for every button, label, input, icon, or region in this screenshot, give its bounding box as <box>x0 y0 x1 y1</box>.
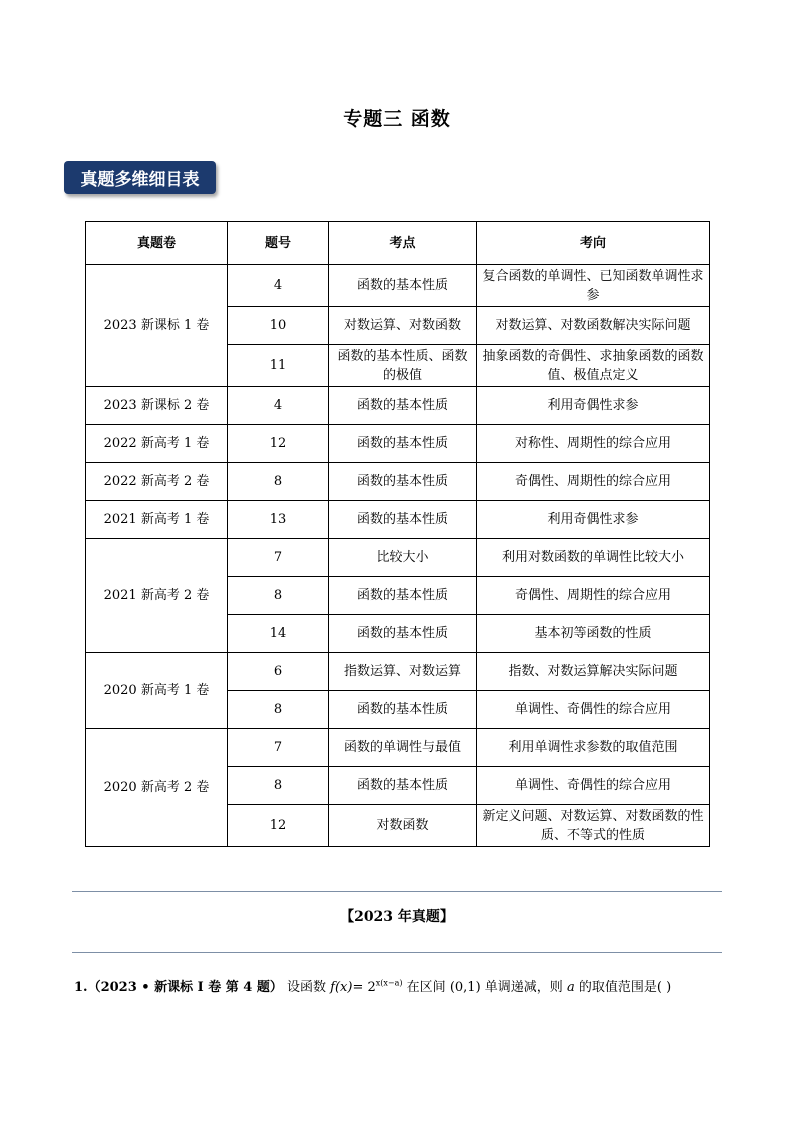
question-text: 的取值范围是( ) <box>578 980 672 995</box>
question-1 <box>74 976 671 995</box>
point-cell: 函数的基本性质 <box>329 615 477 653</box>
direction-cell: 利用奇偶性求参 <box>477 387 710 425</box>
question-text: 单调递减，则 <box>484 980 563 995</box>
direction-cell: 对数运算、对数函数解决实际问题 <box>477 307 710 345</box>
table-header-row <box>86 222 710 265</box>
direction-cell: 奇偶性、周期性的综合应用 <box>477 463 710 501</box>
table-row <box>86 425 710 463</box>
point-cell: 函数的基本性质 <box>329 425 477 463</box>
number-cell: 8 <box>228 691 329 729</box>
header-point: 考点 <box>329 222 477 265</box>
table-row <box>86 729 710 767</box>
function-expression: f(x)= <box>330 980 364 995</box>
paper-cell: 2021 新高考 1 卷 <box>86 501 228 539</box>
direction-cell: 利用对数函数的单调性比较大小 <box>477 539 710 577</box>
number-cell: 8 <box>228 577 329 615</box>
paper-cell: 2020 新高考 1 卷 <box>86 653 228 729</box>
number-cell: 7 <box>228 729 329 767</box>
number-cell: 4 <box>228 387 329 425</box>
point-cell: 函数的基本性质 <box>329 265 477 307</box>
direction-cell: 利用单调性求参数的取值范围 <box>477 729 710 767</box>
number-cell: 4 <box>228 265 329 307</box>
number-cell: 10 <box>228 307 329 345</box>
point-cell: 函数的基本性质、函数的极值 <box>329 345 477 387</box>
point-cell: 函数的基本性质 <box>329 577 477 615</box>
point-cell: 对数运算、对数函数 <box>329 307 477 345</box>
point-cell: 函数的基本性质 <box>329 691 477 729</box>
page-title: 专题三 函数 <box>343 108 451 130</box>
direction-cell: 指数、对数运算解决实际问题 <box>477 653 710 691</box>
direction-cell: 单调性、奇偶性的综合应用 <box>477 691 710 729</box>
point-cell: 函数的单调性与最值 <box>329 729 477 767</box>
point-cell: 函数的基本性质 <box>329 463 477 501</box>
direction-cell: 单调性、奇偶性的综合应用 <box>477 767 710 805</box>
table-row <box>86 653 710 691</box>
question-table <box>85 221 710 847</box>
point-cell: 对数函数 <box>329 805 477 847</box>
divider-top <box>72 891 722 892</box>
function-base: 2 <box>367 980 376 995</box>
question-text: 设函数 <box>287 980 327 995</box>
question-text: 在区间 <box>406 980 446 995</box>
header-direction: 考向 <box>477 222 710 265</box>
direction-cell: 奇偶性、周期性的综合应用 <box>477 577 710 615</box>
table-row <box>86 463 710 501</box>
interval: (0,1) <box>449 980 481 995</box>
number-cell: 13 <box>228 501 329 539</box>
direction-cell: 复合函数的单调性、已知函数单调性求参 <box>477 265 710 307</box>
divider-bottom <box>72 952 722 953</box>
number-cell: 12 <box>228 425 329 463</box>
paper-cell: 2020 新高考 2 卷 <box>86 729 228 847</box>
paper-cell: 2022 新高考 1 卷 <box>86 425 228 463</box>
point-cell: 函数的基本性质 <box>329 767 477 805</box>
direction-cell: 新定义问题、对数运算、对数函数的性质、不等式的性质 <box>477 805 710 847</box>
header-number: 题号 <box>228 222 329 265</box>
direction-cell: 利用奇偶性求参 <box>477 501 710 539</box>
direction-cell: 基本初等函数的性质 <box>477 615 710 653</box>
header-paper: 真题卷 <box>86 222 228 265</box>
table-row <box>86 265 710 307</box>
number-cell: 6 <box>228 653 329 691</box>
section-banner: 真题多维细目表 <box>64 161 216 194</box>
number-cell: 11 <box>228 345 329 387</box>
paper-cell: 2023 新课标 2 卷 <box>86 387 228 425</box>
direction-cell: 对称性、周期性的综合应用 <box>477 425 710 463</box>
number-cell: 12 <box>228 805 329 847</box>
table-row <box>86 539 710 577</box>
direction-cell: 抽象函数的奇偶性、求抽象函数的函数值、极值点定义 <box>477 345 710 387</box>
paper-cell: 2022 新高考 2 卷 <box>86 463 228 501</box>
table-row <box>86 387 710 425</box>
number-cell: 14 <box>228 615 329 653</box>
paper-cell: 2023 新课标 1 卷 <box>86 265 228 387</box>
number-cell: 8 <box>228 463 329 501</box>
point-cell: 指数运算、对数运算 <box>329 653 477 691</box>
variable: a <box>566 980 575 995</box>
number-cell: 8 <box>228 767 329 805</box>
paper-cell: 2021 新高考 2 卷 <box>86 539 228 653</box>
point-cell: 函数的基本性质 <box>329 387 477 425</box>
number-cell: 7 <box>228 539 329 577</box>
question-prefix: 1.（2023 • 新课标 I 卷 第 4 题） <box>74 980 283 995</box>
point-cell: 比较大小 <box>329 539 477 577</box>
function-exponent: x(x−a) <box>375 978 403 988</box>
section-heading: 【2023 年真题】 <box>340 909 454 925</box>
table-row <box>86 501 710 539</box>
point-cell: 函数的基本性质 <box>329 501 477 539</box>
